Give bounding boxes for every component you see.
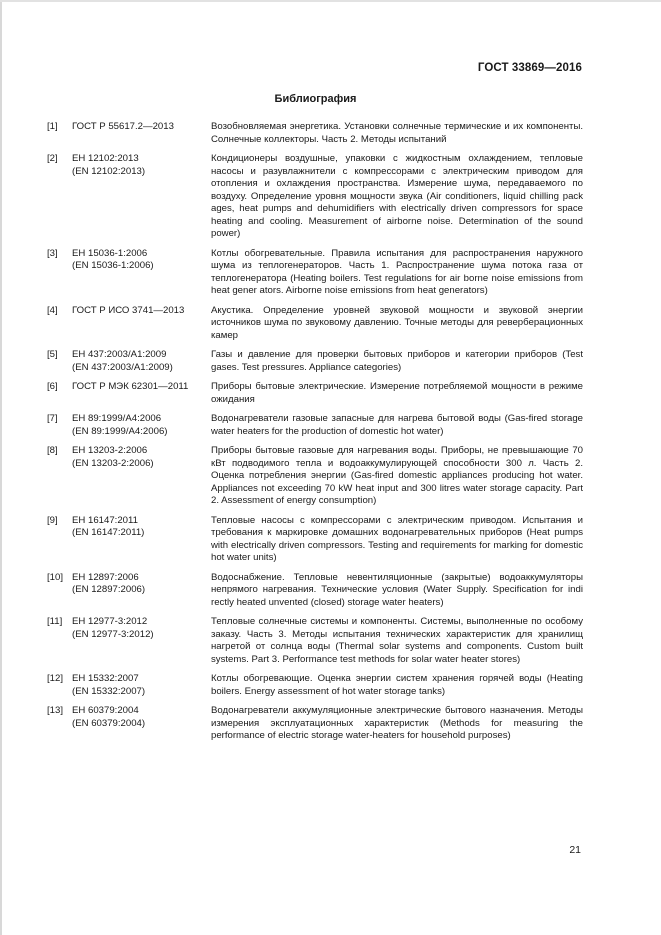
entry-code-primary: ЕН 13203-2:2006 — [72, 445, 148, 456]
entry-code — [72, 673, 211, 698]
entry-code-alt: (EN 15332:2007) — [72, 685, 146, 697]
entry-number: [11] — [47, 616, 63, 627]
entry-code-primary: ЕН 12102:2013 — [72, 153, 139, 164]
entry-title: Тепловые насосы с компрессорами с электрическим приводом. Испытания и требования к маркировке домашних водонагревательных приборов (Heat pumps with electrically driven compressors. Testing and requirements for marking for domestic hot water units) — [211, 514, 583, 563]
entry-code — [72, 248, 211, 298]
entry-code-primary: ЕН 15332:2007 — [72, 673, 139, 684]
entry-number: [2] — [47, 153, 58, 164]
entry-code — [72, 616, 211, 666]
entry-number: [10] — [47, 571, 64, 583]
entry-title: Котлы обогревающие. Оценка энергии систем хранения горячей воды (Heating boilers. Energy assessment of hot water storage tanks) — [211, 673, 583, 697]
entry-code-primary: ГОСТ Р 55617.2—2013 — [72, 121, 174, 132]
entry-number: [8] — [47, 445, 58, 456]
entry-title: Кондиционеры воздушные, упаковки с жидкостным охлаждением, тепловые насосы и разувлажнители с компрессорами с электрическим приводом для отопления и охлаждения пространства. Измерение шума, передаваемого по воздуху. Определение уровня мощности звука (Air conditioners, liquid chilling pack ages, heat pumps and dehumidifiers with electrically driven compressors for space heating and cooling. Measurement of airborne noise. Determination of the sound power) — [211, 153, 583, 239]
entry-title: Водонагреватели газовые запасные для нагрева бытовой воды (Gas-fired storage water heaters for the production of domestic hot water) — [211, 413, 583, 437]
entry-code — [72, 305, 211, 343]
entry-number: [1] — [47, 121, 58, 132]
bib-entry-11 — [47, 616, 583, 666]
entry-code-alt: (EN 12977-3:2012) — [72, 628, 154, 640]
bib-entry-9 — [47, 515, 583, 565]
entry-title: Водонагреватели аккумуляционные электрические бытового назначения. Методы измерения эксплуатационных характеристик (Methods for measuring the performance of electric storage water-heaters for household purposes) — [211, 705, 583, 741]
entry-code-alt: (EN 15036-1:2006) — [72, 260, 154, 271]
bib-entry-1 — [47, 121, 583, 146]
entry-title: Водоснабжение. Тепловые невентиляционные (закрытые) водоаккумуляторы непрямого нагревания. Технические условия (Water Supply. Specification for indi rectly heated unvented (closed) storage water heaters) — [211, 571, 583, 608]
standard-code: ГОСТ 33869—2016 — [477, 62, 582, 74]
bib-entry-6 — [47, 381, 583, 406]
entry-number: [5] — [47, 349, 58, 360]
bib-entry-4 — [47, 305, 583, 343]
entry-title: Приборы бытовые газовые для нагревания воды. Приборы, не превышающие 70 кВт подводимого тепла и водоаккумулирующей способности 300 л. Часть 2. Оценка потребления энергии (Gas-fired domestic appliances producing hot water. Appliances not exceeding 70 kW heat input and 300 litres water storage capacity. Part 2. Assessment of energy consumption) — [211, 445, 583, 506]
entry-number: [12] — [47, 673, 64, 684]
bib-entry-13 — [47, 705, 583, 743]
entry-code — [72, 381, 211, 406]
entry-code-alt: (EN 12897:2006) — [72, 584, 146, 595]
entry-code-primary: ГОСТ Р ИСО 3741—2013 — [72, 304, 185, 316]
entry-code-alt: (EN 13203-2:2006) — [72, 457, 154, 469]
entry-title: Возобновляемая энергетика. Установки солнечные термические и их компоненты. Солнечные коллекторы. Часть 2. Методы испытаний — [211, 121, 583, 145]
entry-code-alt: (EN 16147:2011) — [72, 527, 145, 538]
entry-code-alt: (EN 437:2003/A1:2009) — [72, 361, 173, 373]
bibliography-list — [47, 121, 583, 750]
entry-number: [7] — [47, 413, 58, 424]
entry-code — [72, 121, 211, 146]
entry-code-primary: ЕН 89:1999/А4:2006 — [72, 413, 162, 424]
entry-code-primary: ЕН 12897:2006 — [72, 571, 139, 583]
section-title: Библиография — [274, 93, 357, 105]
bib-entry-2 — [47, 153, 583, 241]
entry-title: Котлы обогревательные. Правила испытания для распространения наружного шума из теплогенераторов. Часть 1. Распространение шума потока газа от теплогенератора (Heating boilers. Test regulations for air borne noise emissions from heat gener ators. Airborne noise emissions from heat generators) — [211, 247, 583, 296]
bib-entry-12 — [47, 673, 583, 698]
entry-code — [72, 445, 211, 508]
entry-code-primary: ГОСТ Р МЭК 62301—2011 — [72, 381, 189, 392]
bib-entry-5 — [47, 349, 583, 374]
entry-code — [72, 349, 211, 374]
bib-entry-10 — [47, 572, 583, 610]
page-number: 21 — [569, 844, 581, 856]
entry-title: Газы и давление для проверки бытовых приборов и категории приборов (Test gases. Test pressures. Appliance categories) — [211, 349, 583, 373]
page-edge-top — [0, 0, 661, 2]
bib-entry-3 — [47, 248, 583, 298]
entry-code — [72, 413, 211, 438]
entry-code-alt: (EN 12102:2013) — [72, 165, 146, 177]
entry-code-primary: ЕН 12977-3:2012 — [72, 616, 148, 627]
entry-code — [72, 705, 211, 743]
entry-code — [72, 572, 211, 610]
entry-code-alt: (EN 60379:2004) — [72, 717, 146, 729]
entry-code — [72, 515, 211, 565]
entry-code-primary: ЕН 437:2003/А1:2009 — [72, 349, 167, 360]
entry-number: [3] — [47, 247, 58, 259]
page-edge-left — [0, 0, 2, 935]
entry-number: [9] — [47, 514, 58, 526]
entry-code-primary: ЕН 15036-1:2006 — [72, 247, 148, 259]
entry-number: [4] — [47, 304, 58, 316]
entry-code-primary: ЕН 16147:2011 — [72, 514, 138, 526]
entry-number: [13] — [47, 705, 64, 716]
bib-entry-7 — [47, 413, 583, 438]
entry-code-primary: ЕН 60379:2004 — [72, 705, 139, 716]
entry-code-alt: (EN 89:1999/A4:2006) — [72, 425, 168, 437]
entry-title: Приборы бытовые электрические. Измерение потребляемой мощности в режиме ожидания — [211, 381, 583, 405]
bib-entry-8 — [47, 445, 583, 508]
entry-code — [72, 153, 211, 241]
entry-number: [6] — [47, 381, 58, 392]
entry-title: Акустика. Определение уровней звуковой мощности и звуковой энергии источников шума по звуковому давлению. Точные методы для реверберационных камер — [211, 304, 583, 341]
entry-title: Тепловые солнечные системы и компоненты. Системы, выполненные по особому заказу. Часть 3. Методы испытания технических характеристик для хранилищ нагретой от солнца воды (Thermal solar systems and components. Custom built systems. Part 3. Performance test methods for solar water heater stores) — [211, 616, 583, 665]
